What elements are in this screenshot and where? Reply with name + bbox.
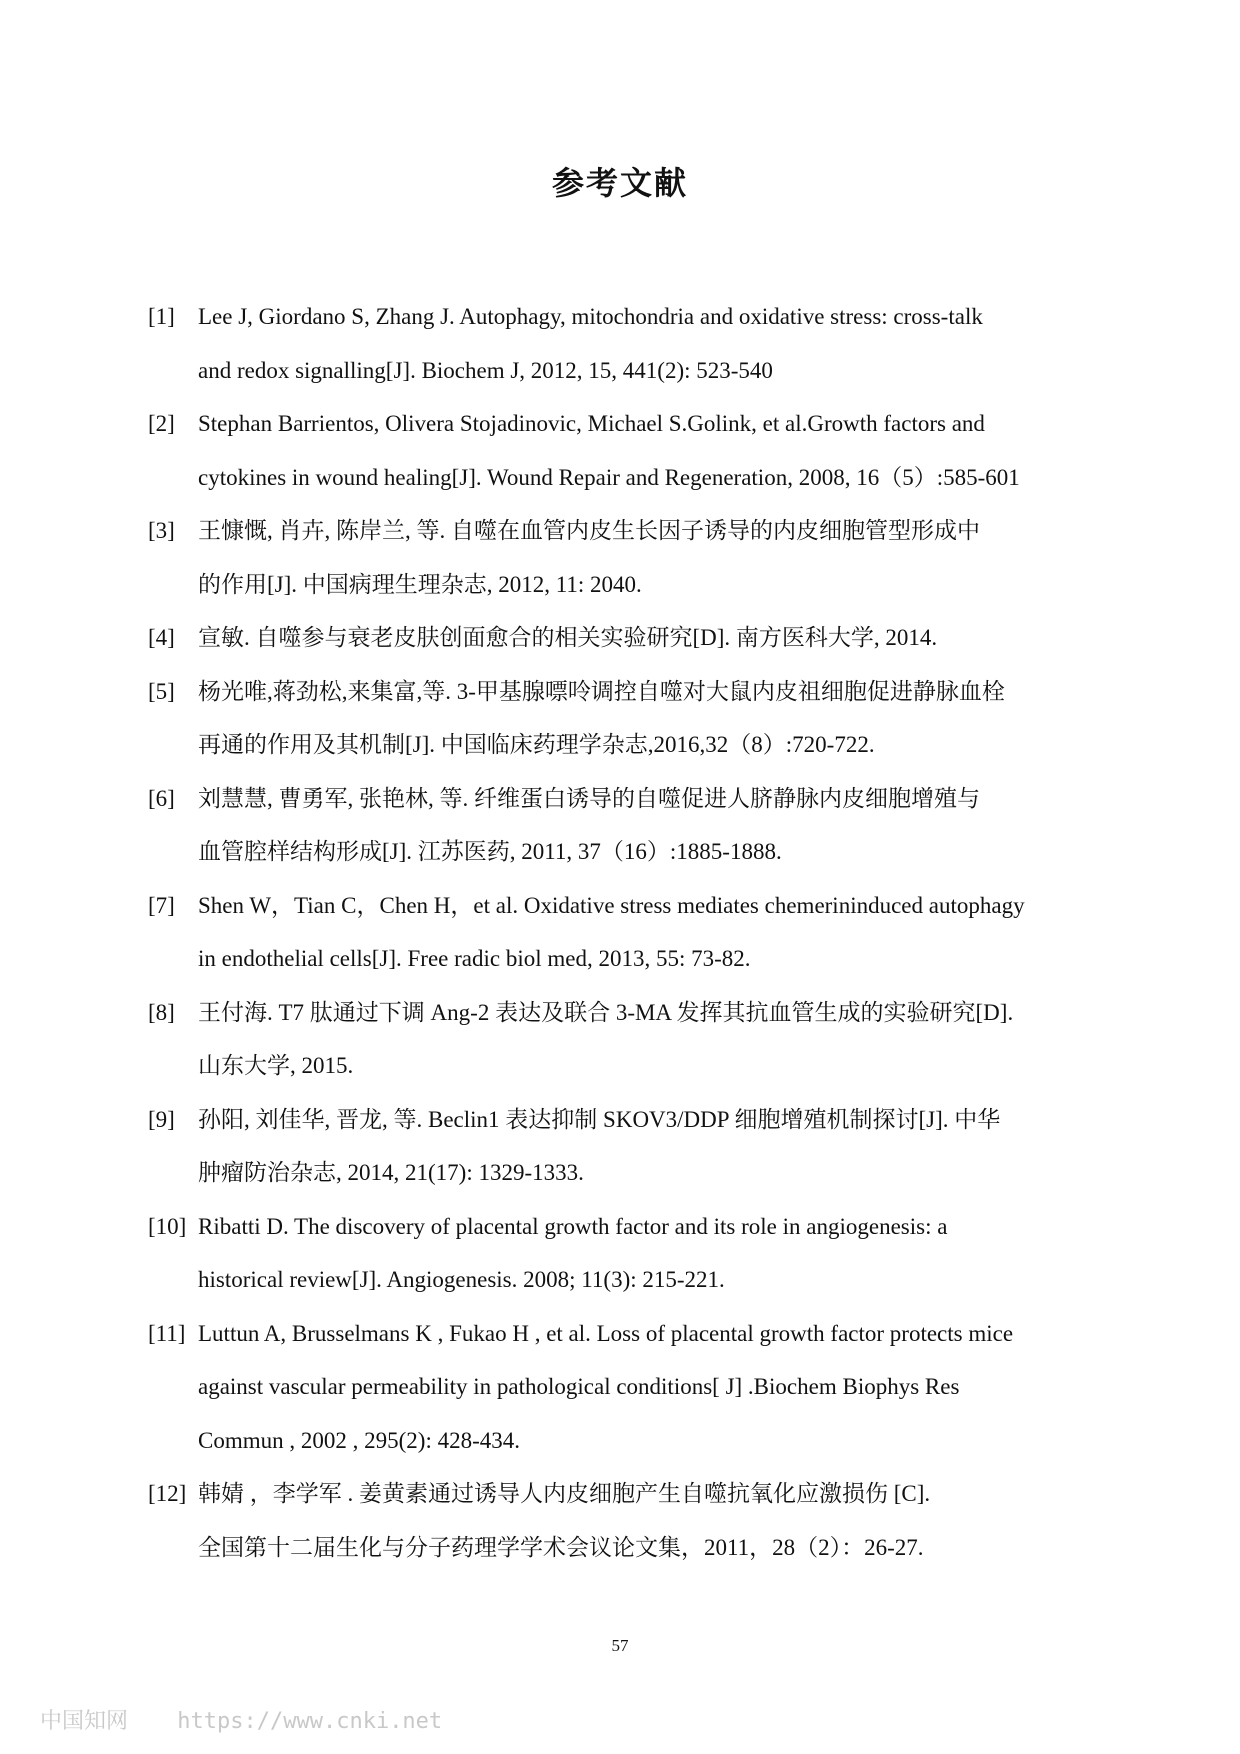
- reference-number: [4]: [148, 625, 175, 650]
- reference-item: [148, 504, 1096, 611]
- reference-number: [11]: [148, 1320, 186, 1346]
- watermark-url: https://www.cnki.net: [177, 1709, 443, 1734]
- reference-line: 孙阳, 刘佳华, 晋龙, 等. Beclin1 表达抑制 SKOV3/DDP 细胞增殖机制探讨[J]. 中华: [198, 1106, 1001, 1132]
- reference-number: [12]: [148, 1481, 187, 1506]
- cnki-watermark: [40, 1704, 442, 1735]
- page-title: 参考文献: [551, 164, 688, 202]
- reference-number: [3]: [148, 518, 175, 543]
- reference-number: [9]: [148, 1106, 175, 1132]
- reference-number: [10]: [148, 1213, 187, 1239]
- reference-line: Lee J, Giordano S, Zhang J. Autophagy, mitochondria and oxidative stress: cross-talk: [198, 304, 983, 329]
- reference-number: [1]: [148, 304, 175, 329]
- reference-line: 王慷慨, 肖卉, 陈岸兰, 等. 自噬在血管内皮生长因子诱导的内皮细胞管型形成中: [198, 518, 980, 543]
- reference-item: [148, 1093, 1096, 1200]
- reference-line: 宣敏. 自噬参与衰老皮肤创面愈合的相关实验研究[D]. 南方医科大学, 2014.: [198, 625, 938, 650]
- reference-line: historical review[J]. Angiogenesis. 2008; 11(3): 215-221.: [198, 1267, 725, 1292]
- reference-item: [148, 290, 1096, 397]
- reference-line: 全国第十二届生化与分子药理学学术会议论文集，2011，28（2）：26-27.: [198, 1534, 924, 1560]
- reference-line: in endothelial cells[J]. Free radic biol med, 2013, 55: 73-82.: [198, 946, 751, 971]
- reference-item: [148, 772, 1096, 879]
- reference-line: and redox signalling[J]. Biochem J, 2012, 15, 441(2): 523-540: [198, 357, 773, 383]
- reference-line: against vascular permeability in pathological conditions[ J] .Biochem Biophys Res: [198, 1374, 960, 1399]
- reference-line: cytokines in wound healing[J]. Wound Repair and Regeneration, 2008, 16（5）:585-601: [198, 464, 1020, 490]
- reference-line: 再通的作用及其机制[J]. 中国临床药理学杂志,2016,32（8）:720-722.: [198, 732, 875, 757]
- reference-item: [148, 986, 1096, 1093]
- reference-number: [6]: [148, 785, 175, 811]
- reference-number: [8]: [148, 999, 175, 1025]
- reference-item: [148, 397, 1096, 504]
- reference-line: 刘慧慧, 曹勇军, 张艳林, 等. 纤维蛋白诱导的自噬促进人脐静脉内皮细胞增殖与: [198, 785, 980, 811]
- reference-number: [7]: [148, 892, 175, 918]
- reference-number: [5]: [148, 678, 175, 704]
- reference-item: [148, 1307, 1096, 1468]
- reference-line: 韩婧 ，李学军 . 姜黄素通过诱导人内皮细胞产生自噬抗氧化应激损伤 [C].: [198, 1481, 931, 1506]
- reference-item: [148, 1200, 1096, 1307]
- reference-line: Ribatti D. The discovery of placental growth factor and its role in angiogenesis: a: [198, 1213, 948, 1239]
- reference-line: Commun , 2002 , 295(2): 428-434.: [198, 1427, 520, 1453]
- reference-line: 王付海. T7 肽通过下调 Ang-2 表达及联合 3-MA 发挥其抗血管生成的实验研究[D].: [198, 999, 1014, 1025]
- reference-line: Luttun A, Brusselmans K , Fukao H , et al. Loss of placental growth factor protects mice: [198, 1320, 1014, 1346]
- reference-item: [148, 611, 1096, 665]
- reference-item: [148, 879, 1096, 986]
- watermark-site-name: 中国知网: [40, 1709, 129, 1734]
- reference-item: [148, 1467, 1096, 1574]
- reference-line: 杨光唯,蒋劲松,来集富,等. 3-甲基腺嘌呤调控自噬对大鼠内皮祖细胞促进静脉血栓: [198, 678, 1005, 704]
- reference-item: [148, 665, 1096, 772]
- page-number: 57: [611, 1636, 629, 1655]
- reference-line: Shen W，Tian C，Chen H，et al. Oxidative stress mediates chemerininduced autophagy: [198, 892, 1025, 918]
- reference-line: 肿瘤防治杂志, 2014, 21(17): 1329-1333.: [198, 1160, 584, 1185]
- reference-line: 山东大学, 2015.: [198, 1053, 354, 1078]
- reference-list: [148, 290, 1096, 1574]
- reference-number: [2]: [148, 411, 175, 436]
- reference-line: 的作用[J]. 中国病理生理杂志, 2012, 11: 2040.: [198, 571, 642, 597]
- reference-line: Stephan Barrientos, Olivera Stojadinovic, Michael S.Golink, et al.Growth factors and: [198, 411, 985, 436]
- reference-line: 血管腔样结构形成[J]. 江苏医药, 2011, 37（16）:1885-1888.: [198, 839, 782, 864]
